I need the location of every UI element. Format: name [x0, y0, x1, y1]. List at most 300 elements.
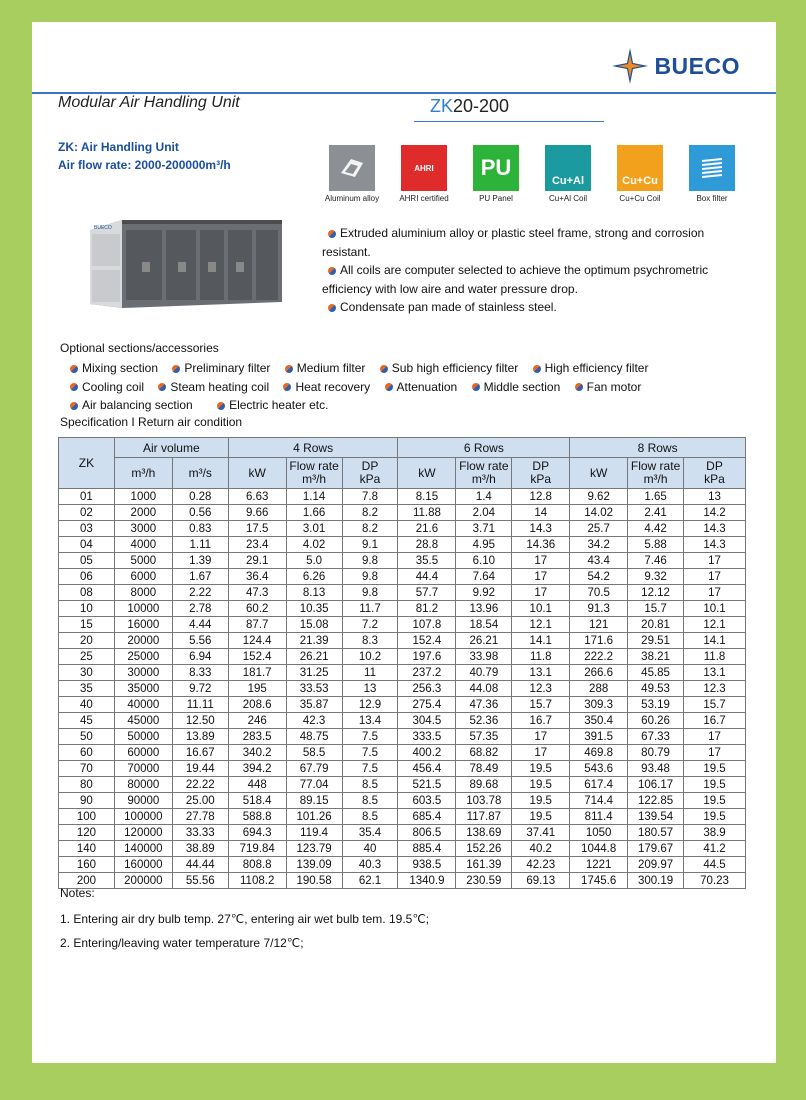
table-cell: 10.35 [286, 601, 342, 617]
table-cell: 15 [59, 617, 115, 633]
table-cell: 456.4 [398, 761, 456, 777]
table-cell: 89.15 [286, 793, 342, 809]
table-cell: 87.7 [228, 617, 286, 633]
table-cell: 9.62 [570, 489, 628, 505]
table-cell: 588.8 [228, 809, 286, 825]
table-cell: 38.9 [684, 825, 746, 841]
optional-row [70, 359, 760, 378]
table-cell: 45 [59, 713, 115, 729]
table-cell: 60.2 [228, 601, 286, 617]
table-cell: 11 [342, 665, 398, 681]
table-cell: 21.6 [398, 521, 456, 537]
header-air-volume: Air volume [114, 438, 228, 458]
bullet-icon [70, 365, 78, 373]
table-cell: 10.1 [684, 601, 746, 617]
table-cell: 1.66 [286, 505, 342, 521]
table-cell: 685.4 [398, 809, 456, 825]
table-cell: 48.75 [286, 729, 342, 745]
table-cell: 3.01 [286, 521, 342, 537]
table-cell: 304.5 [398, 713, 456, 729]
table-cell: 40.3 [342, 857, 398, 873]
table-cell: 19.5 [512, 761, 570, 777]
table-cell: 18.54 [456, 617, 512, 633]
table-cell: 1.39 [172, 553, 228, 569]
table-cell: 25000 [114, 649, 172, 665]
table-cell: 15.7 [512, 697, 570, 713]
table-cell: 1.14 [286, 489, 342, 505]
badge-cucu [604, 145, 676, 203]
table-cell: 10000 [114, 601, 172, 617]
table-cell: 33.98 [456, 649, 512, 665]
table-cell: 938.5 [398, 857, 456, 873]
table-cell: 17 [512, 745, 570, 761]
table-cell: 14 [512, 505, 570, 521]
table-cell: 1.4 [456, 489, 512, 505]
table-row [59, 873, 746, 889]
table-cell: 5.0 [286, 553, 342, 569]
table-cell: 19.5 [684, 777, 746, 793]
table-row [59, 761, 746, 777]
table-cell: 309.3 [570, 697, 628, 713]
table-cell: 14.3 [684, 537, 746, 553]
table-cell: 21.39 [286, 633, 342, 649]
badge-caption: Box filter [696, 194, 728, 203]
table-cell: 70000 [114, 761, 172, 777]
table-cell: 1745.6 [570, 873, 628, 889]
table-row [59, 489, 746, 505]
table-cell: 60.26 [628, 713, 684, 729]
table-cell: 7.64 [456, 569, 512, 585]
table-cell: 340.2 [228, 745, 286, 761]
table-cell: 89.68 [456, 777, 512, 793]
table-cell: 13.1 [684, 665, 746, 681]
table-cell: 811.4 [570, 809, 628, 825]
table-cell: 139.54 [628, 809, 684, 825]
table-cell: 714.4 [570, 793, 628, 809]
table-cell: 17 [512, 585, 570, 601]
header-dp: DP kPa [684, 458, 746, 489]
table-cell: 6.94 [172, 649, 228, 665]
table-cell: 29.51 [628, 633, 684, 649]
bullet-icon [70, 402, 78, 410]
table-cell: 30000 [114, 665, 172, 681]
table-cell: 40.2 [512, 841, 570, 857]
bullet-icon [472, 383, 480, 391]
table-cell: 67.79 [286, 761, 342, 777]
table-cell: 13 [684, 489, 746, 505]
table-cell: 140000 [114, 841, 172, 857]
table-cell: 05 [59, 553, 115, 569]
table-cell: 190.58 [286, 873, 342, 889]
bullet-icon [217, 402, 225, 410]
table-cell: 40000 [114, 697, 172, 713]
table-cell: 44.44 [172, 857, 228, 873]
table-cell: 0.83 [172, 521, 228, 537]
table-cell: 62.1 [342, 873, 398, 889]
table-cell: 12.3 [684, 681, 746, 697]
table-cell: 160000 [114, 857, 172, 873]
table-cell: 17 [512, 569, 570, 585]
bullet-icon [380, 365, 388, 373]
badge-caption: Cu+Cu Coil [619, 194, 661, 203]
table-cell: 50 [59, 729, 115, 745]
table-cell: 57.35 [456, 729, 512, 745]
optional-row [70, 396, 760, 415]
table-cell: 16.67 [172, 745, 228, 761]
table-row [59, 537, 746, 553]
table-cell: 27.78 [172, 809, 228, 825]
table-cell: 119.4 [286, 825, 342, 841]
table-cell: 80000 [114, 777, 172, 793]
table-cell: 41.2 [684, 841, 746, 857]
table-cell: 55.56 [172, 873, 228, 889]
header-m3s: m³/s [172, 458, 228, 489]
model-suffix: 20-200 [453, 96, 510, 116]
table-cell: 13 [342, 681, 398, 697]
badge-box-filter [676, 145, 748, 203]
table-cell: 8.5 [342, 793, 398, 809]
model-underline [414, 121, 604, 122]
table-cell: 67.33 [628, 729, 684, 745]
table-cell: 806.5 [398, 825, 456, 841]
table-cell: 209.97 [628, 857, 684, 873]
brand-logo [610, 46, 740, 86]
table-cell: 19.5 [684, 761, 746, 777]
table-cell: 10 [59, 601, 115, 617]
badge-caption: AHRI certified [399, 194, 449, 203]
bullet-icon [575, 383, 583, 391]
table-cell: 70.23 [684, 873, 746, 889]
optional-item: Middle section [466, 380, 561, 394]
table-cell: 19.44 [172, 761, 228, 777]
table-cell: 12.1 [684, 617, 746, 633]
feature-item: Extruded aluminium alloy or plastic steel frame, strong and corrosion resistant. [322, 226, 705, 259]
table-cell: 93.48 [628, 761, 684, 777]
table-cell: 81.2 [398, 601, 456, 617]
table-cell: 1000 [114, 489, 172, 505]
table-cell: 6.10 [456, 553, 512, 569]
table-subheader-row [59, 458, 746, 489]
table-cell: 35.4 [342, 825, 398, 841]
table-cell: 58.5 [286, 745, 342, 761]
table-cell: 9.72 [172, 681, 228, 697]
optional-item: Heat recovery [277, 380, 370, 394]
model-prefix: ZK [430, 96, 454, 116]
table-cell: 100000 [114, 809, 172, 825]
header-kw: kW [398, 458, 456, 489]
table-cell: 40 [59, 697, 115, 713]
bullet-icon [158, 383, 166, 391]
table-cell: 01 [59, 489, 115, 505]
table-cell: 197.6 [398, 649, 456, 665]
table-cell: 10.2 [342, 649, 398, 665]
badge-aluminum [316, 145, 388, 203]
table-cell: 02 [59, 505, 115, 521]
table-row [59, 585, 746, 601]
optional-item: Preliminary filter [166, 361, 270, 375]
table-cell: 33.53 [286, 681, 342, 697]
table-cell: 35 [59, 681, 115, 697]
table-cell: 11.11 [172, 697, 228, 713]
table-cell: 237.2 [398, 665, 456, 681]
badge-ahri [388, 145, 460, 203]
table-row [59, 553, 746, 569]
table-cell: 121 [570, 617, 628, 633]
table-cell: 25.7 [570, 521, 628, 537]
badge-cual [532, 145, 604, 203]
table-cell: 90 [59, 793, 115, 809]
table-cell: 80.79 [628, 745, 684, 761]
table-cell: 17 [512, 553, 570, 569]
table-row [59, 697, 746, 713]
badge-caption: PU Panel [479, 194, 513, 203]
table-cell: 29.1 [228, 553, 286, 569]
table-cell: 40 [342, 841, 398, 857]
table-cell: 5.88 [628, 537, 684, 553]
table-cell: 03 [59, 521, 115, 537]
table-cell: 9.92 [456, 585, 512, 601]
table-row [59, 713, 746, 729]
table-cell: 1050 [570, 825, 628, 841]
table-cell: 80 [59, 777, 115, 793]
table-row [59, 521, 746, 537]
table-cell: 885.4 [398, 841, 456, 857]
table-cell: 1.67 [172, 569, 228, 585]
table-cell: 38.21 [628, 649, 684, 665]
header-8-rows: 8 Rows [570, 438, 746, 458]
bullet-icon [172, 365, 180, 373]
table-cell: 2.78 [172, 601, 228, 617]
table-cell: 26.21 [456, 633, 512, 649]
table-cell: 288 [570, 681, 628, 697]
table-cell: 45000 [114, 713, 172, 729]
table-cell: 200 [59, 873, 115, 889]
header-6-rows: 6 Rows [398, 438, 570, 458]
table-row [59, 649, 746, 665]
table-row [59, 809, 746, 825]
bueco-star-icon [610, 46, 650, 86]
table-cell: 4.02 [286, 537, 342, 553]
table-cell: 25.00 [172, 793, 228, 809]
table-cell: 17 [512, 729, 570, 745]
table-cell: 117.87 [456, 809, 512, 825]
header-zk: ZK [59, 438, 115, 489]
table-cell: 200000 [114, 873, 172, 889]
bullet-icon [328, 267, 336, 275]
zk-label: ZK: Air Handling Unit [58, 140, 179, 154]
table-cell: 7.2 [342, 617, 398, 633]
table-cell: 57.7 [398, 585, 456, 601]
table-cell: 275.4 [398, 697, 456, 713]
table-cell: 122.85 [628, 793, 684, 809]
table-cell: 14.02 [570, 505, 628, 521]
table-cell: 521.5 [398, 777, 456, 793]
table-cell: 31.25 [286, 665, 342, 681]
table-cell: 16000 [114, 617, 172, 633]
optional-item: Steam heating coil [152, 380, 269, 394]
table-cell: 42.3 [286, 713, 342, 729]
optional-item: Electric heater etc. [211, 398, 328, 412]
unit-brand-label: BUECO [94, 225, 112, 231]
table-cell: 16.7 [512, 713, 570, 729]
table-cell: 603.5 [398, 793, 456, 809]
table-cell: 8.15 [398, 489, 456, 505]
table-cell: 160 [59, 857, 115, 873]
table-cell: 1.65 [628, 489, 684, 505]
table-cell: 101.26 [286, 809, 342, 825]
table-cell: 8.5 [342, 809, 398, 825]
table-cell: 0.28 [172, 489, 228, 505]
table-cell: 107.8 [398, 617, 456, 633]
note-item: 1. Entering air dry bulb temp. 27℃, entering air wet bulb tem. 19.5℃; [60, 912, 430, 926]
table-cell: 2.22 [172, 585, 228, 601]
table-cell: 4.42 [628, 521, 684, 537]
header-4-rows: 4 Rows [228, 438, 398, 458]
table-cell: 13.4 [342, 713, 398, 729]
optional-item: Sub high efficiency filter [374, 361, 519, 375]
table-cell: 14.3 [684, 521, 746, 537]
table-cell: 69.13 [512, 873, 570, 889]
note-item: 2. Entering/leaving water temperature 7/12℃; [60, 936, 304, 950]
table-cell: 120000 [114, 825, 172, 841]
optional-sections-list [70, 359, 760, 415]
table-cell: 13.89 [172, 729, 228, 745]
table-cell: 38.89 [172, 841, 228, 857]
header-kw: kW [570, 458, 628, 489]
table-cell: 04 [59, 537, 115, 553]
bullet-icon [70, 383, 78, 391]
table-cell: 808.8 [228, 857, 286, 873]
table-cell: 19.5 [684, 793, 746, 809]
table-cell: 394.2 [228, 761, 286, 777]
table-cell: 14.36 [512, 537, 570, 553]
table-cell: 34.2 [570, 537, 628, 553]
table-cell: 350.4 [570, 713, 628, 729]
notes-title: Notes: [60, 886, 95, 900]
table-cell: 15.08 [286, 617, 342, 633]
table-cell: 22.22 [172, 777, 228, 793]
table-cell: 8.2 [342, 505, 398, 521]
table-cell: 19.5 [684, 809, 746, 825]
table-cell: 12.3 [512, 681, 570, 697]
table-cell: 181.7 [228, 665, 286, 681]
table-cell: 90000 [114, 793, 172, 809]
table-cell: 33.33 [172, 825, 228, 841]
table-cell: 222.2 [570, 649, 628, 665]
optional-item: Mixing section [70, 361, 158, 375]
table-cell: 17 [684, 569, 746, 585]
table-cell: 52.36 [456, 713, 512, 729]
table-cell: 12.12 [628, 585, 684, 601]
model-number [430, 96, 509, 117]
table-cell: 54.2 [570, 569, 628, 585]
table-cell: 28.8 [398, 537, 456, 553]
table-cell: 694.3 [228, 825, 286, 841]
table-row [59, 681, 746, 697]
table-cell: 44.5 [684, 857, 746, 873]
table-cell: 13.96 [456, 601, 512, 617]
table-cell: 138.69 [456, 825, 512, 841]
table-cell: 20.81 [628, 617, 684, 633]
table-cell: 11.8 [684, 649, 746, 665]
table-cell: 14.1 [512, 633, 570, 649]
table-cell: 256.3 [398, 681, 456, 697]
cu-cu-coil-icon: Cu+Cu [617, 145, 663, 191]
table-row [59, 505, 746, 521]
table-cell: 9.8 [342, 585, 398, 601]
table-cell: 617.4 [570, 777, 628, 793]
table-cell: 17 [684, 729, 746, 745]
table-cell: 400.2 [398, 745, 456, 761]
pu-panel-icon: PU [473, 145, 519, 191]
table-body [59, 489, 746, 889]
table-cell: 8.33 [172, 665, 228, 681]
table-row [59, 777, 746, 793]
table-cell: 152.4 [398, 633, 456, 649]
table-cell: 35000 [114, 681, 172, 697]
brand-name: BUECO [654, 52, 740, 79]
table-cell: 123.79 [286, 841, 342, 857]
specification-title: Specification I Return air condition [60, 415, 243, 429]
table-cell: 19.5 [512, 777, 570, 793]
table-cell: 17 [684, 745, 746, 761]
table-cell: 9.32 [628, 569, 684, 585]
table-cell: 6000 [114, 569, 172, 585]
table-row [59, 633, 746, 649]
table-cell: 0.56 [172, 505, 228, 521]
table-cell: 40.79 [456, 665, 512, 681]
badge-caption: Aluminum alloy [324, 194, 380, 203]
table-cell: 333.5 [398, 729, 456, 745]
table-cell: 17 [684, 553, 746, 569]
bullet-icon [328, 304, 336, 312]
table-cell: 20000 [114, 633, 172, 649]
optional-item: Fan motor [569, 380, 642, 394]
table-cell: 44.4 [398, 569, 456, 585]
table-cell: 50000 [114, 729, 172, 745]
table-cell: 6.63 [228, 489, 286, 505]
table-cell: 12.8 [512, 489, 570, 505]
table-cell: 2.41 [628, 505, 684, 521]
table-cell: 13.1 [512, 665, 570, 681]
table-cell: 47.3 [228, 585, 286, 601]
feature-item: Condensate pan made of stainless steel. [322, 298, 742, 317]
table-cell: 35.87 [286, 697, 342, 713]
table-cell: 7.5 [342, 745, 398, 761]
table-cell: 7.5 [342, 761, 398, 777]
header-flow-rate: Flow rate m³/h [286, 458, 342, 489]
air-handling-unit-image [82, 212, 282, 312]
table-cell: 26.21 [286, 649, 342, 665]
table-row [59, 825, 746, 841]
table-cell: 7.5 [342, 729, 398, 745]
table-cell: 15.7 [628, 601, 684, 617]
table-cell: 139.09 [286, 857, 342, 873]
table-row [59, 729, 746, 745]
table-cell: 208.6 [228, 697, 286, 713]
optional-row [70, 378, 760, 397]
table-cell: 124.4 [228, 633, 286, 649]
table-cell: 17.5 [228, 521, 286, 537]
table-cell: 36.4 [228, 569, 286, 585]
table-cell: 47.36 [456, 697, 512, 713]
optional-item: Attenuation [379, 380, 458, 394]
table-cell: 10.1 [512, 601, 570, 617]
table-cell: 23.4 [228, 537, 286, 553]
table-cell: 70 [59, 761, 115, 777]
header-kw: kW [228, 458, 286, 489]
table-row [59, 745, 746, 761]
